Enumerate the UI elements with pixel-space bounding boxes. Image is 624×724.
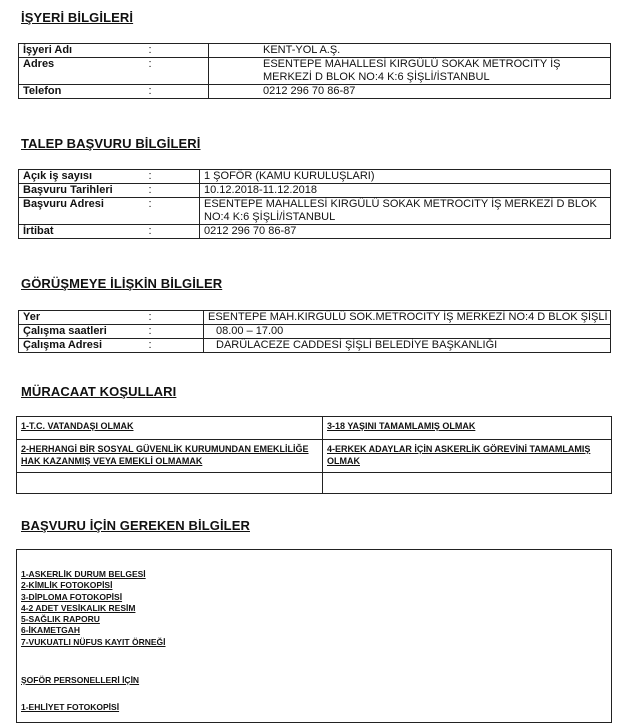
list-item: 3-DİPLOMA FOTOKOPİSİ [21,591,123,602]
table-row [19,325,611,339]
documents-section-title: BAŞVURU İÇİN GEREKEN BİLGİLER [21,518,250,533]
workplace-phone-value: 0212 296 70 86-87 [209,85,611,99]
list-item: 5-SAĞLIK RAPORU [21,614,100,625]
driver-subheading: ŞOFÖR PERSONELLERİ İÇİN [21,675,140,685]
workplace-info-table [18,43,611,99]
interview-info-table [18,310,611,353]
work-address-value: DARÜLACEZE CADDESİ ŞİŞLİ BELEDİYE BAŞKANLIĞI [204,339,611,353]
list-item: 1-EHLİYET FOTOKOPİSİ [21,702,120,712]
table-row [19,339,611,353]
interview-section-title: GÖRÜŞMEYE İLİŞKİN BİLGİLER [21,276,223,291]
application-section-title: TALEP BAŞVURU BİLGİLERİ [21,136,201,151]
list-item: 7-VUKUATLI NÜFUS KAYIT ÖRNEĞİ [21,636,166,647]
application-info-table [18,169,611,239]
row-separator: : [149,339,204,353]
list-item: 1-ASKERLİK DURUM BELGESİ [21,569,146,579]
workplace-phone-label: Telefon [19,85,149,99]
workplace-address-label: Adres [19,58,149,85]
workplace-name-value: KENT-YOL A.Ş. [209,44,611,58]
conditions-section-title: MÜRACAAT KOŞULLARI [21,384,177,399]
condition-item: 2-HERHANGİ BİR SOSYAL GÜVENLİK KURUMUNDAN EMEKLİLİĞE HAK KAZANMIŞ VEYA EMEKLİ OLMAMAK [17,440,323,473]
condition-item: 1-T.C. VATANDAŞI OLMAK [17,417,323,440]
open-jobs-value: 1 ŞOFÖR (KAMU KURULUŞLARI) [200,170,611,184]
table-row [19,184,611,198]
condition-item: 4-ERKEK ADAYLAR İÇİN ASKERLİK GÖREVİNİ TAMAMLAMIŞ OLMAK [323,440,612,473]
location-value: ESENTEPE MAH.KIRGÜLÜ SOK.METROCITY İŞ MERKEZİ NO:4 D BLOK ŞİŞLİ [204,311,611,325]
contact-value: 0212 296 70 86-87 [200,225,611,239]
working-hours-value: 08.00 – 17.00 [204,325,611,339]
conditions-table [16,416,612,494]
table-row [17,473,612,494]
row-separator: : [149,225,200,239]
row-separator: : [149,325,204,339]
location-label: Yer [19,311,149,325]
row-separator: : [149,311,204,325]
workplace-address-value: ESENTEPE MAHALLESİ KIRGÜLÜ SOKAK METROCITY İŞ MERKEZİ D BLOK NO:4 K:6 ŞİŞLİ/İSTANBUL [209,58,611,85]
work-address-label: Çalışma Adresi [19,339,149,353]
row-separator: : [149,198,200,225]
table-row [19,44,611,58]
empty-cell [323,473,612,494]
table-row [19,225,611,239]
row-separator: : [149,184,200,198]
table-row [19,58,611,85]
application-address-value: ESENTEPE MAHALLESİ KIRGÜLÜ SOKAK METROCITY İŞ MERKEZİ D BLOK NO:4 K:6 ŞİŞLİ/İSTANBUL [200,198,611,225]
list-item: 4-2 ADET VESİKALIK RESİM [21,602,136,613]
table-row [19,85,611,99]
workplace-name-label: İşyeri Adı [19,44,149,58]
application-address-label: Başvuru Adresi [19,198,149,225]
list-item: 2-KİMLİK FOTOKOPİSİ [21,580,113,591]
row-separator: : [149,44,209,58]
condition-item: 3-18 YAŞINI TAMAMLAMIŞ OLMAK [323,417,612,440]
application-dates-value: 10.12.2018-11.12.2018 [200,184,611,198]
workplace-section-title: İŞYERİ BİLGİLERİ [21,10,134,25]
application-dates-label: Başvuru Tarihleri [19,184,149,198]
working-hours-label: Çalışma saatleri [19,325,149,339]
table-row [17,440,612,473]
row-separator: : [149,85,209,99]
table-row [17,417,612,440]
table-row [19,198,611,225]
row-separator: : [149,170,200,184]
contact-label: İrtibat [19,225,149,239]
table-row [19,311,611,325]
documents-list [21,569,421,648]
empty-cell [17,473,323,494]
documents-box [16,549,612,723]
open-jobs-label: Açık iş sayısı [19,170,149,184]
list-item: 6-İKAMETGAH [21,625,81,636]
row-separator: : [149,58,209,85]
table-row [19,170,611,184]
